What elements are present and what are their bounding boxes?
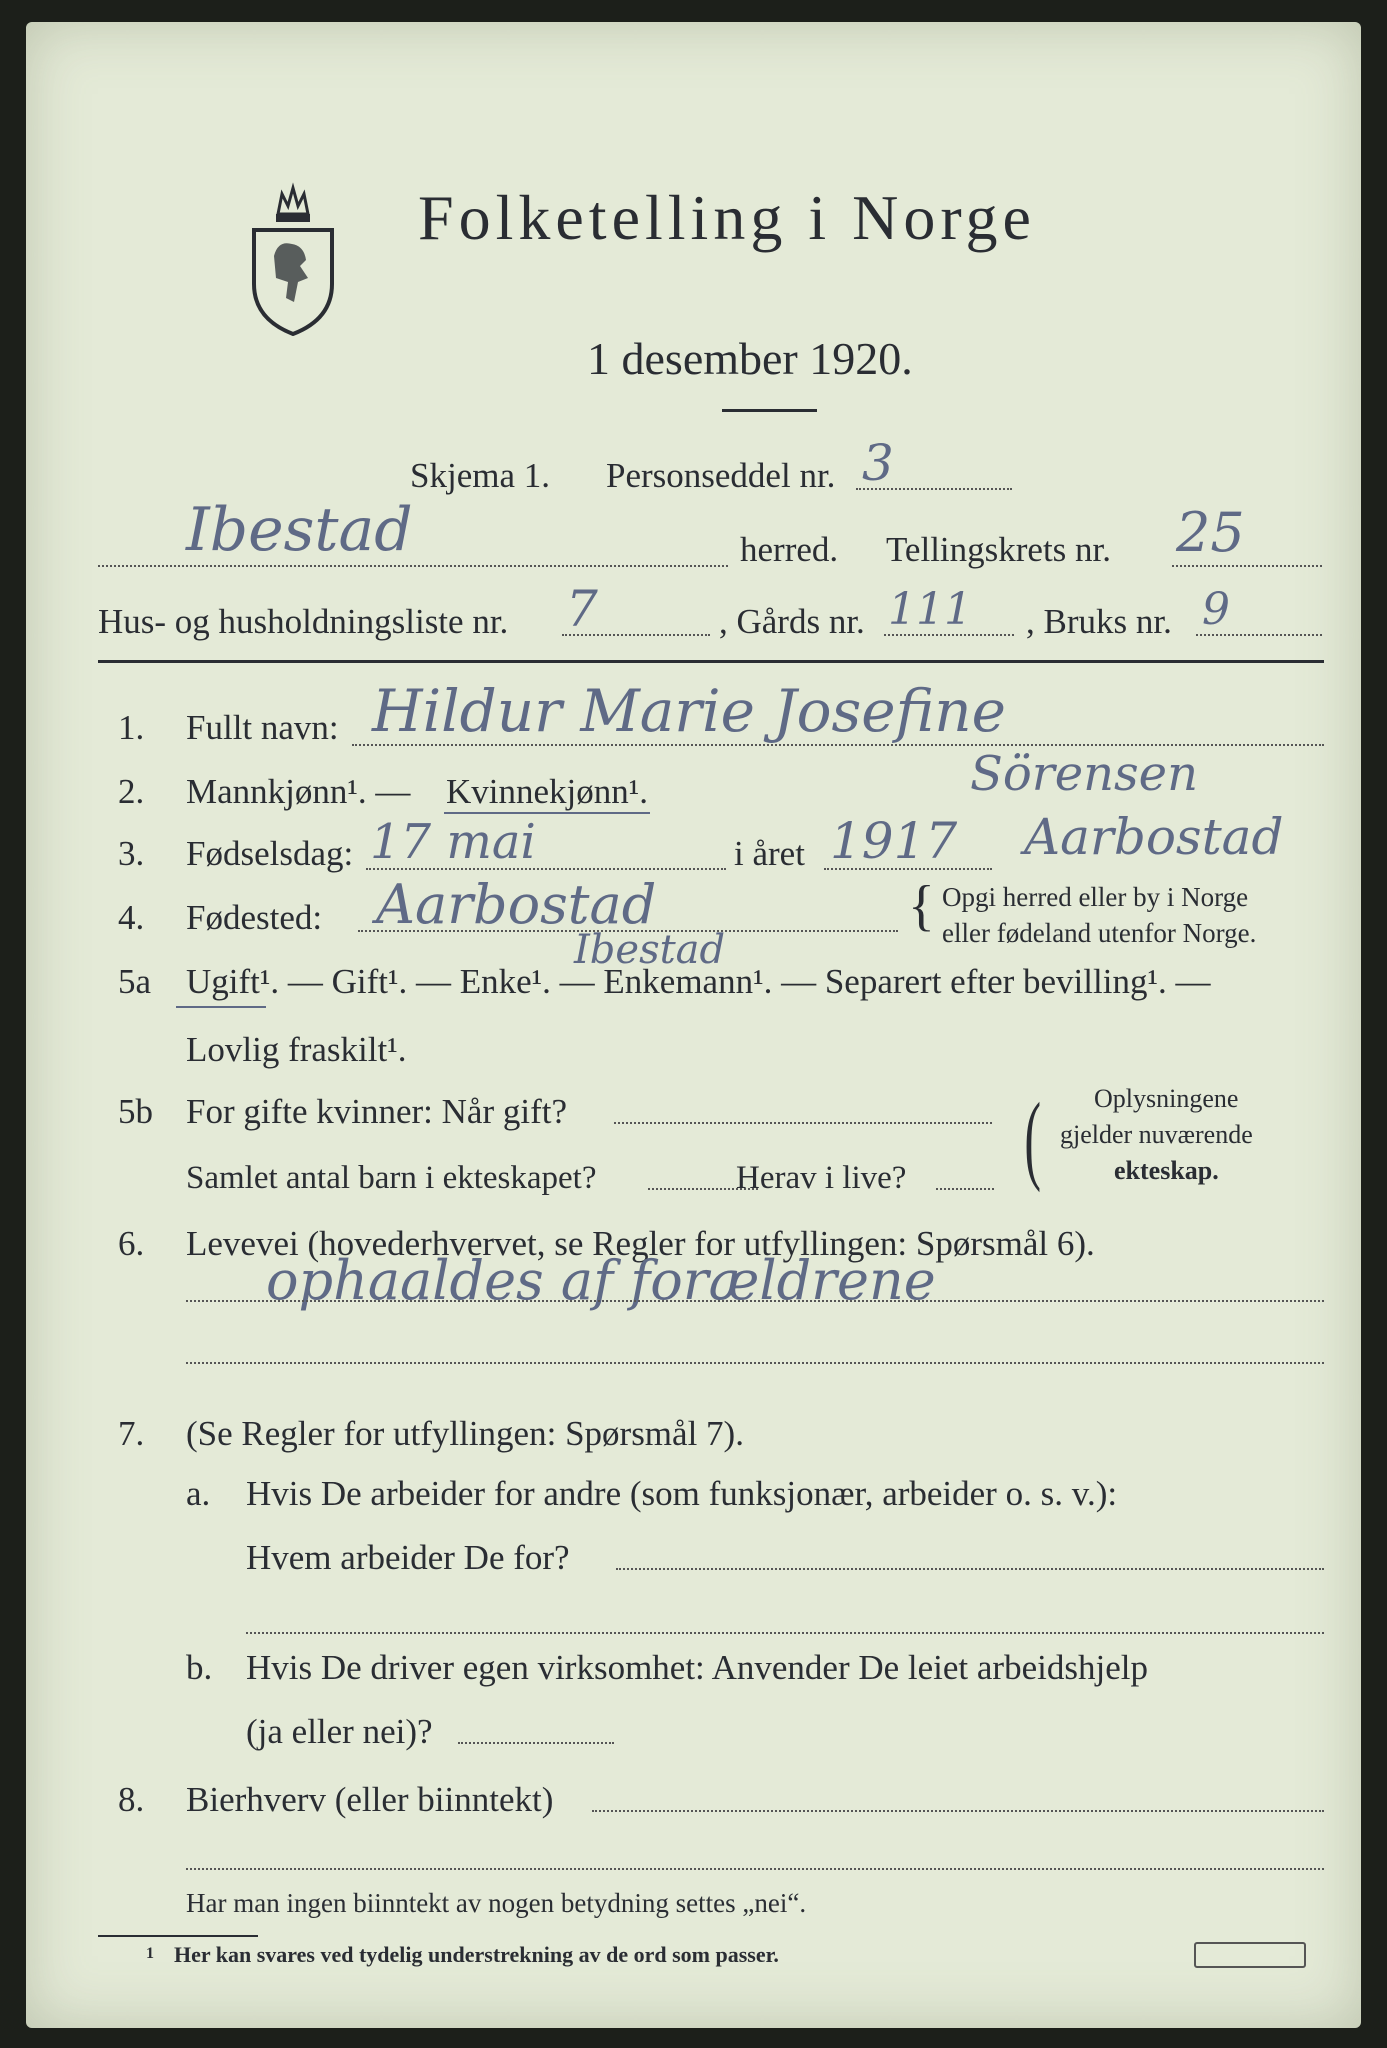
q5b-number: 5b — [118, 1092, 153, 1131]
q5a-options-line2: Lovlig fraskilt¹. — [186, 1030, 407, 1069]
q5b-brace: ( — [1024, 1082, 1041, 1193]
header-divider — [98, 660, 1324, 663]
q3-extra-note: Aarbostad — [1024, 808, 1284, 866]
q5b-note-line1: Oplysningene — [1094, 1084, 1239, 1113]
q2-number: 2. — [118, 772, 145, 811]
q3-value: 17 mai — [370, 814, 536, 870]
q5b-note-line2: gjelder nuværende — [1060, 1120, 1253, 1149]
q3-year-field-line — [824, 868, 992, 870]
q7b-text: Hvis De driver egen virksomhet: Anvender De leiet arbeidshjelp — [246, 1648, 1148, 1687]
q4-number: 4. — [118, 898, 145, 937]
q8-label: Bierhverv (eller biinntekt) — [186, 1780, 554, 1819]
q1-number: 1. — [118, 708, 145, 747]
q7b-question: (ja eller nei)? — [246, 1712, 433, 1751]
q6-label: Levevei (hovederhvervet, se Regler for utfyllingen: Spørsmål 6). — [186, 1224, 1095, 1263]
q6-value: ophaaldes af forældrene — [266, 1249, 936, 1312]
q7a-question: Hvem arbeider De for? — [246, 1538, 570, 1577]
personseddel-value: 3 — [862, 434, 894, 492]
herred-value: Ibestad — [186, 495, 413, 565]
q6-field-line-2 — [186, 1362, 1324, 1364]
q6-field-line-1 — [186, 1300, 1324, 1302]
tellingskrets-label: Tellingskrets nr. — [886, 530, 1112, 569]
schema-label: Skjema 1. — [410, 456, 550, 495]
q5b-note-line3: ekteskap. — [1114, 1156, 1219, 1185]
q4-label: Fødested: — [186, 898, 323, 937]
personseddel-label: Personseddel nr. — [606, 456, 836, 495]
q2-female-option: Kvinnekjønn¹. — [446, 772, 649, 811]
q4-field-line — [358, 930, 898, 932]
bruks-field-line — [1196, 634, 1322, 636]
q8-field-line-2 — [186, 1868, 1324, 1870]
q7a-field-line-2 — [246, 1632, 1324, 1634]
q3-label: Fødselsdag: — [186, 834, 354, 873]
personseddel-field-line — [856, 488, 1012, 490]
form-title: Folketelling i Norge — [418, 182, 1036, 253]
title-divider — [722, 409, 817, 412]
q8-field-line-1 — [592, 1810, 1324, 1812]
q2-male-option: Mannkjønn¹. — — [186, 772, 411, 811]
q8-number: 8. — [118, 1780, 145, 1819]
q7a-field-line-1 — [616, 1568, 1324, 1570]
gards-value: 111 — [888, 584, 972, 635]
q1-label: Fullt navn: — [186, 708, 339, 747]
q1-value-line1: Hildur Marie Josefine — [372, 677, 1006, 745]
husliste-value: 7 — [566, 580, 598, 638]
q3-field-line — [366, 868, 726, 870]
q5b-married-when-label: For gifte kvinner: Når gift? — [186, 1092, 568, 1131]
q4-note-line1: Opgi herred eller by i Norge — [942, 882, 1249, 912]
q7a-text: Hvis De arbeider for andre (som funksjonær, arbeider o. s. v.): — [246, 1474, 1118, 1513]
footnote-text: Her kan svares ved tydelig understrekning av de ord som passer. — [174, 1942, 779, 1967]
q3-number: 3. — [118, 834, 145, 873]
q7b-letter: b. — [186, 1648, 213, 1687]
q5b-married-when-field-line — [614, 1122, 992, 1124]
q4-note-line2: eller fødeland utenfor Norge. — [942, 918, 1257, 948]
q7-label: (Se Regler for utfyllingen: Spørsmål 7). — [186, 1414, 744, 1453]
q4-value: Aarbostad — [376, 873, 657, 936]
herred-field-line — [98, 565, 728, 567]
herred-label: herred. — [740, 530, 839, 569]
q5a-options: Ugift¹. — Gift¹. — Enke¹. — Enkemann¹. — Separert efter bevilling¹. — — [186, 962, 1211, 1001]
census-form-sheet — [26, 22, 1361, 2028]
printer-stamp — [1194, 1942, 1306, 1968]
q5b-children-label: Samlet antal barn i ekteskapet? — [186, 1160, 597, 1196]
q4-brace: { — [908, 875, 935, 937]
q6-number: 6. — [118, 1224, 145, 1263]
footnote-number: 1 — [146, 1945, 154, 1962]
q7-number: 7. — [118, 1414, 145, 1453]
q5b-alive-field-line — [936, 1188, 994, 1190]
gards-label: , Gårds nr. — [719, 602, 865, 641]
bruks-label: , Bruks nr. — [1026, 602, 1172, 641]
q7b-field-line — [458, 1742, 614, 1744]
husliste-field-line — [562, 634, 710, 636]
q1-value-line2: Sörensen — [970, 746, 1198, 802]
q3-year-label: i året — [734, 834, 805, 873]
bruks-value: 9 — [1202, 584, 1230, 635]
q4-value-secondary: Ibestad — [574, 927, 726, 973]
q3-year-value: 1917 — [830, 812, 958, 870]
biinntekt-note: Har man ingen biinntekt av nogen betydning settes „nei“. — [186, 1888, 807, 1918]
footnote-divider — [98, 1935, 258, 1937]
q7a-letter: a. — [186, 1474, 211, 1513]
tellingskrets-field-line — [1172, 565, 1322, 567]
census-date: 1 desember 1920. — [587, 333, 913, 384]
q5b-alive-label: Herav i live? — [736, 1160, 907, 1196]
norwegian-coat-of-arms-icon — [248, 174, 338, 336]
gards-field-line — [884, 634, 1014, 636]
tellingskrets-value: 25 — [1176, 501, 1245, 564]
husliste-label: Hus- og husholdningsliste nr. — [98, 602, 509, 641]
q5a-ugift-underline — [176, 1006, 266, 1008]
q5a-number: 5a — [118, 962, 152, 1001]
